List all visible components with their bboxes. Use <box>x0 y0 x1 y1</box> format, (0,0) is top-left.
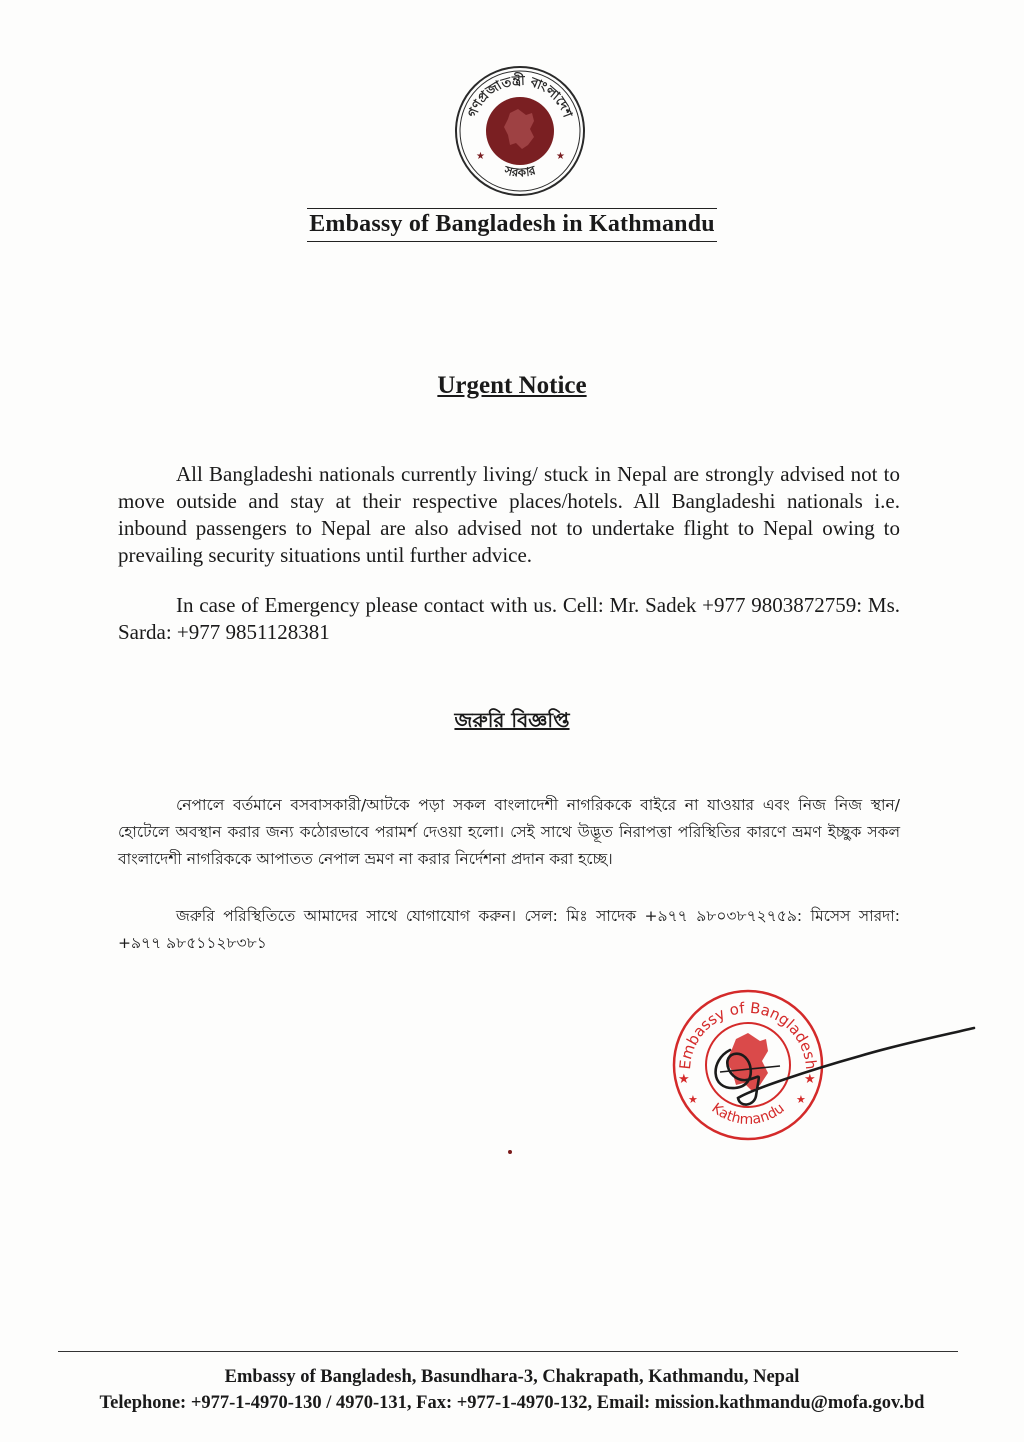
footer-address: Embassy of Bangladesh, Basundhara-3, Chakrapath, Kathmandu, Nepal <box>224 1367 800 1387</box>
svg-text:সরকার <box>502 163 537 180</box>
ink-speck <box>508 1150 512 1154</box>
notice-paragraph-en-1: All Bangladeshi nationals currently living/ stuck in Nepal are strongly advised not to move outside and stay at their respective places/hotels. All Bangladeshi nationals i.e. inbound passengers to Nepal are also advised not to undertake flight to Nepal owing to prevailing security situations until further advice. <box>118 462 900 567</box>
star-icon: ★ <box>688 1094 698 1106</box>
embassy-name: Embassy of Bangladesh in Kathmandu <box>307 208 717 242</box>
star-icon: ★ <box>556 151 565 162</box>
footer-divider <box>58 1351 958 1352</box>
star-icon: ★ <box>476 151 485 162</box>
notice-paragraph-bn-1: নেপালে বর্তমানে বসবাসকারী/আটকে পড়া সকল বাংলাদেশী নাগরিককে বাইরে না যাওয়ার এবং নিজ নিজ স্থান/হোটেলে অবস্থান করার জন্য কঠোরভাবে পরামর্শ দেওয়া হলো। সেই সাথে উদ্ভূত নিরাপত্তা পরিস্থিতির কারণে ভ্রমণ ইচ্ছুক সকল বাংলাদেশী নাগরিককে আপাতত নেপাল ভ্রমণ না করার নির্দেশনা প্রদান করা হচ্ছে। <box>118 796 900 868</box>
seal-bottom-text: সরকার <box>502 163 538 180</box>
stamp-top-text: Embassy of Bangladesh <box>675 998 821 1071</box>
star-icon: ★ <box>796 1094 806 1106</box>
urgent-notice-title: Urgent Notice <box>437 372 587 399</box>
signature <box>690 1010 990 1120</box>
government-seal <box>452 63 588 199</box>
embassy-heading <box>0 208 1024 242</box>
star-icon: ★ <box>678 1071 690 1086</box>
urgent-notice-title-bn: জরুরি বিজ্ঞপ্তি <box>454 708 570 732</box>
stamp-bottom-text: Kathmandu <box>708 1100 788 1128</box>
notice-paragraph-bn-2: জরুরি পরিস্থিতিতে আমাদের সাথে যোগাযোগ করুন। সেল: মিঃ সাদেক +৯৭৭ ৯৮০৩৮৭২৭৫৯: মিসেস সারদা: +৯৭৭ ৯৮৫১১২৮৩৮১ <box>118 907 900 952</box>
star-icon: ★ <box>804 1071 816 1086</box>
notice-paragraph-en-2: In case of Emergency please contact with us. Cell: Mr. Sadek +977 9803872759: Ms. Sarda: +977 9851128381 <box>118 593 900 644</box>
seal-top-text: গণপ্রজাতন্ত্রী বাংলাদেশ <box>465 73 575 120</box>
footer-contact: Telephone: +977-1-4970-130 / 4970-131, Fax: +977-1-4970-132, Email: mission.kathmandu@mofa.gov.bd <box>99 1393 925 1413</box>
